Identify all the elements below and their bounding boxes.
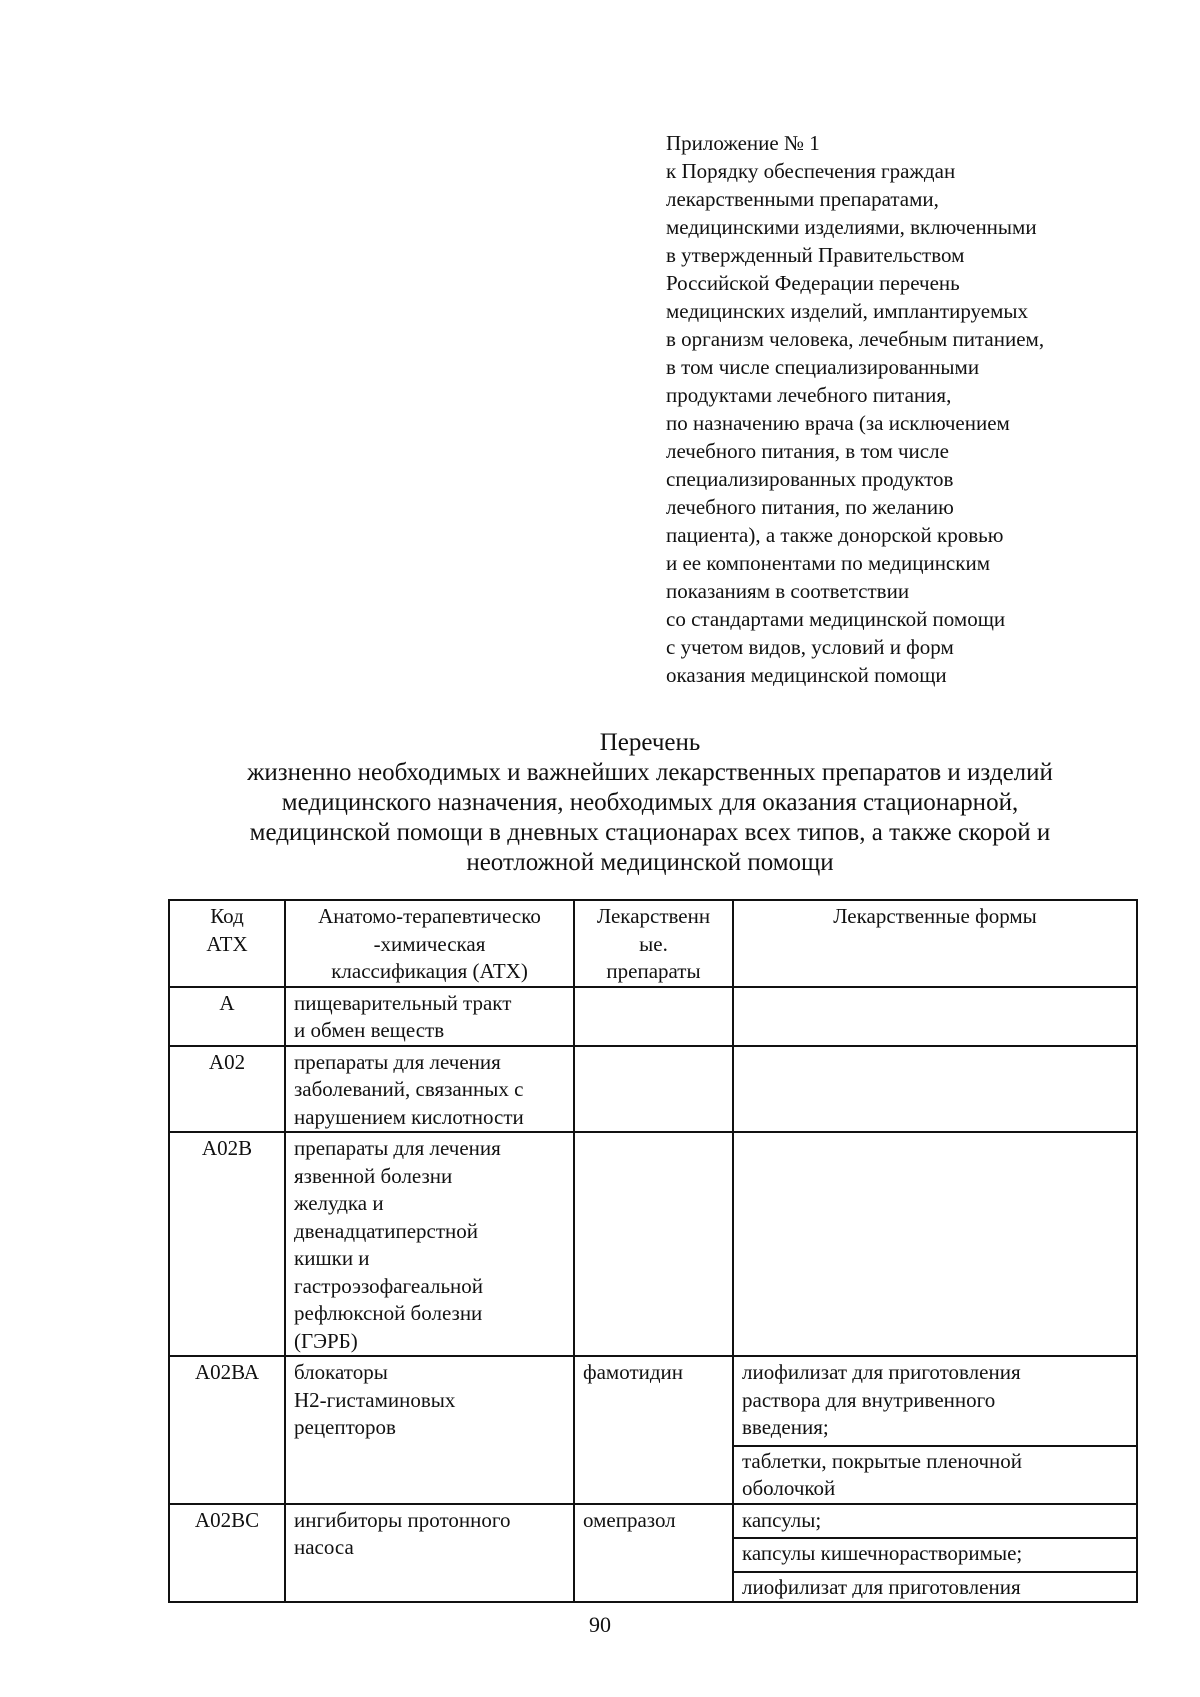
appendix-line: Российской Федерации перечень: [666, 271, 960, 295]
appendix-line: продуктами лечебного питания,: [666, 383, 952, 407]
drug-name: фамотидин: [574, 1356, 733, 1504]
atc-classification: ингибиторы протонного насоса: [285, 1504, 574, 1603]
drug-forms: [733, 1356, 1137, 1504]
header-forms: Лекарственные формы: [733, 900, 1137, 987]
title-line: медицинского назначения, необходимых для оказания стационарной,: [281, 789, 1019, 816]
atc-code: А: [169, 987, 285, 1046]
appendix-line: и ее компонентами по медицинским: [666, 551, 990, 575]
appendix-line: специализированных продуктов: [666, 467, 954, 491]
drug-form: таблетки, покрытые пленочной оболочкой: [734, 1445, 1136, 1503]
title-line: медицинской помощи в дневных стационарах всех типов, а также скорой и: [249, 819, 1051, 846]
table-row: [169, 987, 1137, 1046]
header-code: Код АТХ: [169, 900, 285, 987]
drug-name: омепразол: [574, 1504, 733, 1603]
appendix-line: Приложение № 1: [666, 131, 820, 155]
appendix-block: [666, 129, 1166, 689]
drug-forms: [733, 1132, 1137, 1356]
title-line: неотложной медицинской помощи: [466, 849, 834, 876]
drug-name: [574, 987, 733, 1046]
table-row: [169, 1046, 1137, 1133]
title-line: жизненно необходимых и важнейших лекарственных препаратов и изделий: [247, 759, 1053, 786]
title-line: Перечень: [599, 729, 701, 756]
atc-code: А02: [169, 1046, 285, 1133]
table-header-row: [169, 900, 1137, 987]
atc-classification: препараты для лечения язвенной болезни желудка и двенадцатиперстной кишки и гастроэзофагеальной рефлюксной болезни (ГЭРБ): [285, 1132, 574, 1356]
atc-classification: пищеварительный тракт и обмен веществ: [285, 987, 574, 1046]
drug-name: [574, 1046, 733, 1133]
drug-forms: [733, 987, 1137, 1046]
page-number: 90: [589, 1612, 611, 1637]
table-row: [169, 1132, 1137, 1356]
appendix-line: медицинских изделий, имплантируемых: [666, 299, 1028, 323]
drug-form: капсулы;: [742, 1507, 822, 1532]
atc-code: А02В: [169, 1132, 285, 1356]
appendix-line: в утвержденный Правительством: [666, 243, 965, 267]
appendix-line: в том числе специализированными: [666, 355, 980, 379]
appendix-line: пациента), а также донорской кровью: [666, 523, 1004, 547]
table-row: [169, 1356, 1137, 1504]
appendix-line: оказания медицинской помощи: [666, 663, 947, 687]
appendix-line: с учетом видов, условий и форм: [666, 635, 954, 659]
appendix-line: лекарственными препаратами,: [666, 187, 939, 211]
table-row: [169, 1504, 1137, 1603]
drug-form: капсулы кишечнорастворимые;: [734, 1537, 1136, 1568]
atc-classification: блокаторы Н2-гистаминовых рецепторов: [285, 1356, 574, 1504]
appendix-line: со стандартами медицинской помощи: [666, 607, 1006, 631]
appendix-line: лечебного питания, по желанию: [666, 495, 954, 519]
drug-forms: [733, 1504, 1137, 1603]
appendix-line: по назначению врача (за исключением: [666, 411, 1010, 435]
appendix-line: лечебного питания, в том числе: [666, 439, 949, 463]
appendix-line: показаниям в соответствии: [666, 579, 910, 603]
drug-form: лиофилизат для приготовления: [734, 1571, 1136, 1602]
atc-classification: препараты для лечения заболеваний, связанных с нарушением кислотности: [285, 1046, 574, 1133]
drug-form: лиофилизат для приготовления раствора для внутривенного введения;: [742, 1360, 1021, 1439]
appendix-line: медицинскими изделиями, включенными: [666, 215, 1037, 239]
drug-forms: [733, 1046, 1137, 1133]
atc-code: А02ВС: [169, 1504, 285, 1603]
drug-name: [574, 1132, 733, 1356]
atc-code: А02ВА: [169, 1356, 285, 1504]
appendix-line: в организм человека, лечебным питанием,: [666, 327, 1045, 351]
appendix-line: к Порядку обеспечения граждан: [666, 159, 956, 183]
document-title: [150, 728, 1150, 878]
header-classification: Анатомо-терапевтическо -химическая классификация (АТХ): [285, 900, 574, 987]
drug-list-table: [168, 899, 1138, 1603]
header-drugs: Лекарственн ые. препараты: [574, 900, 733, 987]
